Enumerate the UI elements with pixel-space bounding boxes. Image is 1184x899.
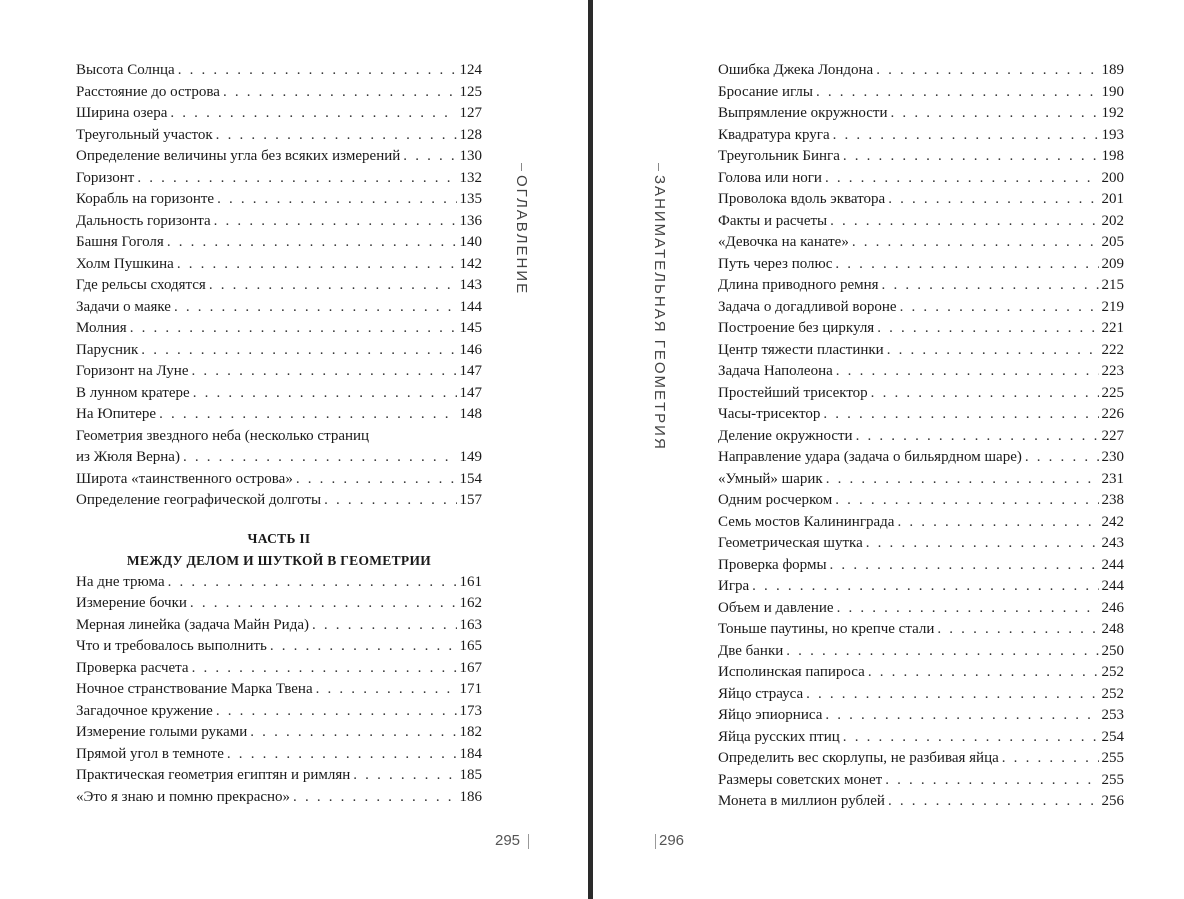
toc-entry-page: 124 — [459, 62, 482, 78]
toc-entry-page: 250 — [1101, 642, 1124, 659]
page-number-divider — [655, 834, 656, 849]
toc-entry — [718, 60, 1124, 82]
leader-dots — [877, 318, 1098, 340]
toc-entry-page: 173 — [459, 702, 482, 719]
toc-entry — [76, 636, 482, 658]
toc-entry-title: Горизонт на Луне — [76, 363, 189, 379]
toc-entry — [76, 60, 482, 82]
page-number-left: 295 — [495, 832, 521, 849]
toc-entry-title: На Юпитере — [76, 406, 157, 422]
toc-entry-page: 202 — [1101, 212, 1124, 229]
toc-entry-title: Измерение бочки — [76, 595, 187, 611]
toc-entry — [76, 168, 482, 190]
page-number-divider — [528, 834, 529, 849]
toc-entry-page: 147 — [459, 384, 482, 401]
toc-entry-title: Корабль на горизонте — [76, 191, 215, 207]
toc-entry — [718, 469, 1124, 491]
leader-dots — [217, 189, 456, 211]
toc-entry-page: 127 — [459, 105, 482, 121]
toc-entry — [76, 254, 482, 276]
toc-entry-title: Молния — [76, 320, 127, 336]
leader-dots — [885, 770, 1098, 792]
leader-dots — [833, 125, 1099, 147]
toc-entry — [718, 189, 1124, 211]
toc-entry-title: Определение географической долготы — [76, 492, 322, 508]
toc-entry-page: 215 — [1101, 277, 1124, 293]
toc-entry-page: 223 — [1101, 363, 1124, 379]
toc-entry — [718, 275, 1124, 297]
leader-dots — [324, 490, 456, 512]
toc-entry-page: 143 — [459, 277, 482, 293]
toc-entry-page: 227 — [1101, 427, 1124, 444]
toc-entry — [76, 701, 482, 723]
leader-dots — [130, 318, 457, 340]
toc-entry — [718, 490, 1124, 512]
toc-entry-page: 132 — [459, 169, 482, 186]
leader-dots — [830, 555, 1099, 577]
toc-entry-title: Мерная линейка (задача Майн Рида) — [76, 616, 309, 633]
leader-dots — [826, 469, 1099, 491]
leader-dots — [216, 125, 457, 147]
toc-entry-title: Задача Наполеона — [718, 363, 833, 379]
toc-entry — [718, 426, 1124, 448]
leader-dots — [816, 82, 1099, 104]
side-label-divider — [521, 163, 522, 171]
leader-dots — [159, 404, 456, 426]
toc-entry-title: Геометрическая шутка — [718, 535, 863, 551]
toc-entry-title: Яйцо эпиорниса — [718, 707, 823, 723]
leader-dots — [835, 490, 1098, 512]
leader-dots — [316, 679, 457, 701]
toc-entry-page: 184 — [459, 745, 482, 762]
toc-entry-page: 209 — [1101, 255, 1124, 272]
leader-dots — [752, 576, 1098, 598]
leader-dots — [825, 168, 1099, 190]
toc-entry — [76, 679, 482, 701]
side-label-divider — [658, 163, 659, 171]
toc-entry-page: 230 — [1101, 449, 1124, 465]
leader-dots — [270, 636, 457, 658]
leader-dots — [192, 658, 457, 680]
toc-entry-title: Определить вес скорлупы, не разбивая яйца — [718, 750, 999, 766]
leader-dots — [837, 598, 1099, 620]
leader-dots — [830, 211, 1098, 233]
toc-entry — [76, 787, 482, 809]
toc-entry-title: Задачи о маяке — [76, 298, 171, 315]
toc-entry-title: Игра — [718, 578, 750, 594]
toc-entry-title-line1: Геометрия звездного неба (несколько страниц — [76, 427, 370, 444]
leader-dots — [1002, 748, 1099, 770]
toc-entry-title: Деление окружности — [718, 427, 853, 444]
toc-entry-title: Яйцо страуса — [718, 685, 804, 702]
toc-entry-title: Загадочное кружение — [76, 702, 213, 719]
toc-entry — [76, 615, 482, 637]
toc-entry — [718, 340, 1124, 362]
toc-entry — [76, 146, 482, 168]
toc-entry — [718, 254, 1124, 276]
toc-entry-page: 192 — [1101, 105, 1124, 121]
toc-entry — [718, 705, 1124, 727]
toc-entry-page: 219 — [1101, 298, 1124, 315]
toc-entry-title: Факты и расчеты — [718, 212, 828, 229]
toc-entry-title: Размеры советских монет — [718, 771, 883, 788]
toc-entry-page: 221 — [1101, 320, 1124, 336]
leader-dots — [209, 275, 457, 297]
leader-dots — [937, 619, 1098, 641]
toc-entry-title: Две банки — [718, 642, 784, 659]
toc-entry-page: 149 — [459, 449, 482, 465]
toc-entry-page: 252 — [1101, 685, 1124, 702]
toc-entry-title: Парусник — [76, 341, 139, 358]
toc-entry — [76, 593, 482, 615]
toc-entry-page: 182 — [459, 724, 482, 740]
toc-entry — [718, 404, 1124, 426]
toc-entry-page: 146 — [459, 341, 482, 358]
toc-entry-page: 226 — [1101, 406, 1124, 422]
toc-entry — [718, 770, 1124, 792]
toc-entry-title: Исполинская папироса — [718, 664, 865, 680]
toc-entry-page: 255 — [1101, 771, 1124, 788]
toc-entry-page: 147 — [459, 363, 482, 379]
toc-entry — [76, 383, 482, 405]
toc-entry-page: 200 — [1101, 169, 1124, 186]
toc-entry-title: Горизонт — [76, 169, 135, 186]
toc-list-right — [718, 60, 1124, 813]
toc-entry-title: Голова или ноги — [718, 169, 822, 186]
toc-entry — [718, 533, 1124, 555]
toc-entry — [718, 297, 1124, 319]
leader-dots — [190, 593, 457, 615]
toc-entry-page: 130 — [459, 148, 482, 164]
toc-entry-page: 163 — [459, 616, 482, 633]
toc-entry — [76, 361, 482, 383]
toc-entry — [76, 469, 482, 491]
toc-list-part2 — [76, 572, 482, 809]
leader-dots — [891, 103, 1099, 125]
leader-dots — [836, 361, 1099, 383]
side-label-contents: ОГЛАВЛЕНИЕ — [513, 175, 530, 296]
toc-entry — [718, 146, 1124, 168]
toc-entry-title: Холм Пушкина — [76, 255, 174, 272]
toc-entry-title: Где рельсы сходятся — [76, 277, 206, 293]
leader-dots — [296, 469, 457, 491]
toc-entry-title-line2: из Жюля Верна) — [76, 449, 180, 465]
toc-entry — [718, 232, 1124, 254]
toc-entry — [718, 447, 1124, 469]
toc-entry — [718, 168, 1124, 190]
toc-entry-page: 248 — [1101, 621, 1124, 637]
toc-entry-title: Ночное странствование Марка Твена — [76, 681, 313, 697]
toc-entry-page: 157 — [459, 492, 482, 508]
toc-entry-page: 165 — [459, 638, 482, 654]
toc-entry — [718, 82, 1124, 104]
toc-entry — [76, 765, 482, 787]
toc-entry-page: 148 — [459, 406, 482, 422]
toc-entry — [76, 404, 482, 426]
toc-entry — [76, 211, 482, 233]
toc-entry-title: Объем и давление — [718, 599, 834, 616]
leader-dots — [250, 722, 456, 744]
toc-entry — [76, 744, 482, 766]
toc-entry-page: 189 — [1101, 62, 1124, 78]
leader-dots — [866, 533, 1099, 555]
leader-dots — [141, 340, 456, 362]
toc-entry-title: Ошибка Джека Лондона — [718, 62, 874, 78]
toc-entry — [718, 211, 1124, 233]
leader-dots — [178, 60, 457, 82]
toc-entry — [76, 572, 482, 594]
toc-entry-title: Простейший трисектор — [718, 384, 868, 401]
toc-entry-page: 140 — [459, 234, 482, 250]
toc-entry — [718, 598, 1124, 620]
leader-dots — [137, 168, 456, 190]
toc-entry-page: 238 — [1101, 492, 1124, 508]
toc-entry-title: Тоньше паутины, но крепче стали — [718, 621, 935, 637]
part-title: МЕЖДУ ДЕЛОМ И ШУТКОЙ В ГЕОМЕТРИИ — [126, 552, 432, 568]
toc-entry-page: 222 — [1101, 341, 1124, 358]
toc-entry-page: 154 — [459, 470, 482, 487]
toc-entry-page: 255 — [1101, 750, 1124, 766]
toc-entry-title: На дне трюма — [76, 573, 165, 590]
leader-dots — [353, 765, 456, 787]
toc-entry-page: 162 — [459, 595, 482, 611]
toc-entry — [718, 619, 1124, 641]
toc-entry-title: Длина приводного ремня — [718, 277, 879, 293]
toc-entry-page: 243 — [1101, 535, 1124, 551]
toc-entry-title: Бросание иглы — [718, 83, 813, 100]
toc-entry — [718, 383, 1124, 405]
toc-entry-title: Путь через полюс — [718, 255, 833, 272]
toc-entry-page: 244 — [1101, 556, 1124, 573]
toc-entry-page: 136 — [459, 212, 482, 229]
toc-entry-page: 186 — [459, 788, 482, 805]
left-page-toc — [76, 60, 482, 808]
toc-entry — [718, 662, 1124, 684]
toc-entry-title: Выпрямление окружности — [718, 105, 888, 121]
leader-dots — [170, 103, 456, 125]
leader-dots — [293, 787, 456, 809]
toc-entry-title: Часы-трисектор — [718, 406, 821, 422]
toc-entry — [718, 641, 1124, 663]
leader-dots — [825, 705, 1098, 727]
toc-entry-page: 135 — [459, 191, 482, 207]
leader-dots — [856, 426, 1099, 448]
toc-entry-title: Дальность горизонта — [76, 212, 211, 229]
toc-entry — [76, 340, 482, 362]
right-page-toc — [718, 60, 1124, 813]
toc-entry — [718, 748, 1124, 770]
toc-entry-page: 142 — [459, 255, 482, 272]
toc-entry-title: Проверка формы — [718, 556, 827, 573]
toc-entry-title: «Умный» шарик — [718, 470, 823, 487]
toc-entry-page: 246 — [1101, 599, 1124, 616]
toc-entry-title: Семь мостов Калининграда — [718, 513, 895, 530]
toc-entry-title: Широта «таинственного острова» — [76, 470, 293, 487]
leader-dots — [806, 684, 1098, 706]
leader-dots — [888, 189, 1098, 211]
page-number-right: 296 — [659, 832, 685, 849]
toc-entry-page: 193 — [1101, 126, 1124, 143]
leader-dots — [193, 383, 457, 405]
toc-list-part1-end — [76, 469, 482, 512]
toc-entry-page: 253 — [1101, 707, 1124, 723]
toc-entry-title: Расстояние до острова — [76, 83, 220, 100]
book-spine — [588, 0, 593, 899]
toc-entry — [718, 512, 1124, 534]
leader-dots — [403, 146, 456, 168]
toc-entry-title: Высота Солнца — [76, 62, 175, 78]
toc-entry — [76, 658, 482, 680]
toc-entry-page: 225 — [1101, 384, 1124, 401]
leader-dots — [191, 361, 456, 383]
leader-dots — [312, 615, 457, 637]
leader-dots — [876, 60, 1098, 82]
toc-entry-page: 252 — [1101, 664, 1124, 680]
toc-entry — [718, 727, 1124, 749]
toc-entry-page: 167 — [459, 659, 482, 676]
toc-entry-page: 161 — [459, 573, 482, 590]
toc-entry-page: 198 — [1101, 148, 1124, 164]
toc-entry-title: Треугольный участок — [76, 126, 213, 143]
leader-dots — [900, 297, 1099, 319]
toc-entry — [76, 82, 482, 104]
leader-dots — [888, 791, 1099, 813]
toc-entry-title: Измерение голыми руками — [76, 724, 248, 740]
toc-entry-page: 171 — [459, 681, 482, 697]
leader-dots — [897, 512, 1098, 534]
toc-entry-title: Одним росчерком — [718, 492, 833, 508]
toc-entry-title: Практическая геометрия египтян и римлян — [76, 767, 351, 783]
toc-entry — [76, 318, 482, 340]
toc-entry-title: Прямой угол в темноте — [76, 745, 224, 762]
toc-entry — [718, 318, 1124, 340]
leader-dots — [183, 447, 457, 469]
toc-entry — [76, 189, 482, 211]
toc-entry-title: Что и требовалось выполнить — [76, 638, 267, 654]
toc-entry-title: Построение без циркуля — [718, 320, 875, 336]
leader-dots — [223, 82, 457, 104]
toc-entry — [718, 791, 1124, 813]
toc-entry-title: Башня Гоголя — [76, 234, 164, 250]
leader-dots — [167, 232, 457, 254]
toc-entry — [718, 576, 1124, 598]
part-label: ЧАСТЬ II — [247, 530, 311, 546]
toc-entry — [718, 555, 1124, 577]
leader-dots — [835, 254, 1098, 276]
toc-entry-page: 125 — [459, 83, 482, 100]
toc-entry-multiline — [76, 426, 482, 469]
toc-entry-page: 254 — [1101, 728, 1124, 745]
leader-dots — [168, 572, 457, 594]
leader-dots — [786, 641, 1098, 663]
toc-entry-title: Направление удара (задача о бильярдном шаре) — [718, 449, 1022, 465]
leader-dots — [843, 146, 1099, 168]
leader-dots — [227, 744, 457, 766]
toc-entry-title: Яйца русских птиц — [718, 728, 840, 745]
toc-entry — [718, 125, 1124, 147]
toc-entry-title: Центр тяжести пластинки — [718, 341, 884, 358]
leader-dots — [843, 727, 1099, 749]
toc-entry-title: Задача о догадливой вороне — [718, 298, 897, 315]
leader-dots — [177, 254, 457, 276]
leader-dots — [852, 232, 1099, 254]
toc-entry — [76, 722, 482, 744]
leader-dots — [1025, 447, 1099, 469]
toc-entry — [718, 103, 1124, 125]
toc-entry-page: 201 — [1101, 191, 1124, 207]
toc-entry — [76, 490, 482, 512]
toc-entry-title: Проверка расчета — [76, 659, 189, 676]
side-label-book-title: ЗАНИМАТЕЛЬНАЯ ГЕОМЕТРИЯ — [651, 175, 668, 451]
toc-list-part1 — [76, 60, 482, 426]
leader-dots — [887, 340, 1099, 362]
toc-entry-page: 205 — [1101, 234, 1124, 250]
leader-dots — [174, 297, 457, 319]
toc-entry-page: 185 — [459, 767, 482, 783]
toc-entry-title: Монета в миллион рублей — [718, 793, 885, 809]
leader-dots — [823, 404, 1098, 426]
toc-entry-title: Треугольник Бинга — [718, 148, 840, 164]
leader-dots — [868, 662, 1099, 684]
toc-entry-title: Квадратура круга — [718, 126, 830, 143]
toc-entry-page: 244 — [1101, 578, 1124, 594]
toc-entry-title: «Девочка на канате» — [718, 234, 849, 250]
toc-entry — [718, 361, 1124, 383]
toc-entry — [76, 125, 482, 147]
toc-entry-title: Ширина озера — [76, 105, 168, 121]
toc-entry — [718, 684, 1124, 706]
toc-entry-page: 190 — [1101, 83, 1124, 100]
toc-entry — [76, 275, 482, 297]
toc-entry-page: 145 — [459, 320, 482, 336]
leader-dots — [214, 211, 457, 233]
toc-entry-page: 256 — [1101, 793, 1124, 809]
toc-entry — [76, 232, 482, 254]
toc-entry-page: 231 — [1101, 470, 1124, 487]
toc-entry — [76, 297, 482, 319]
toc-entry — [76, 103, 482, 125]
leader-dots — [871, 383, 1099, 405]
toc-entry-title: «Это я знаю и помню прекрасно» — [76, 788, 291, 805]
toc-entry-title: Определение величины угла без всяких измерений — [76, 148, 401, 164]
toc-entry-page: 242 — [1101, 513, 1124, 530]
leader-dots — [882, 275, 1099, 297]
toc-entry-page: 128 — [459, 126, 482, 143]
toc-entry-title: Проволока вдоль экватора — [718, 191, 886, 207]
toc-entry-page: 144 — [459, 298, 482, 315]
toc-entry-title: В лунном кратере — [76, 384, 190, 401]
leader-dots — [216, 701, 457, 723]
